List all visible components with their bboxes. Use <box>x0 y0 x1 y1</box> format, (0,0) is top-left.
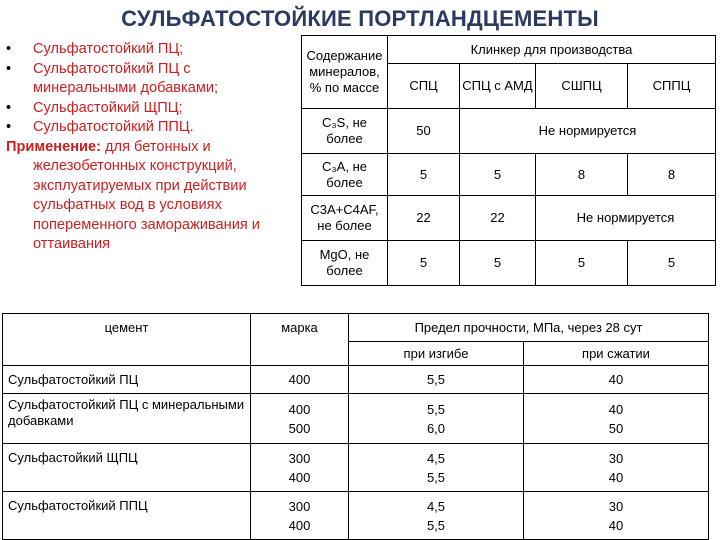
col-sppc: СППЦ <box>628 64 716 109</box>
list-item: • Сульфатостойкий ПЦ; <box>6 40 298 60</box>
bullet-icon: • <box>6 41 12 57</box>
table-row: С3А+С4AF, не более 22 22 Не нормируется <box>302 196 716 241</box>
header-mineral: Содержание минералов, % по массе <box>302 36 388 109</box>
col-spc: СПЦ <box>388 64 460 109</box>
list-item: • Сульфатостойкий ППЦ. <box>6 118 298 138</box>
list-item: • Сульфатостойкий ПЦ с минеральными добавками; <box>6 60 219 96</box>
header-clinker: Клинкер для производства <box>388 36 716 64</box>
bullet-icon: • <box>6 119 12 135</box>
list-item: • Сульфастойкий ЩПЦ; <box>6 99 298 119</box>
table-row: Сульфатостойкий ПЦ 400 5,5 40 <box>3 366 709 394</box>
table-row: С₃S, не более 50 Не нормируется <box>302 109 716 154</box>
page-title: СУЛЬФАТОСТОЙКИЕ ПОРТЛАНДЦЕМЕНТЫ <box>121 6 599 31</box>
table-row: Сульфатостойкий ППЦ 300 400 4,5 5,5 30 40 <box>3 492 709 540</box>
header-comp: при сжатии <box>524 342 709 366</box>
cement-types-list <box>6 40 298 255</box>
strength-table <box>2 313 709 540</box>
header-cement: цемент <box>3 314 251 366</box>
application-label: Применение: <box>6 138 101 155</box>
col-spc-amd: СПЦ с АМД <box>460 64 536 109</box>
table-row: Сульфастойкий ЩПЦ 300 400 4,5 5,5 30 40 <box>3 444 709 492</box>
bullet-icon: • <box>6 99 12 116</box>
table-row: MgO, не более 5 5 5 5 <box>302 241 716 286</box>
clinker-table <box>301 35 716 286</box>
header-strength: Предел прочности, МПа, через 28 сут <box>349 314 709 342</box>
header-grade: марка <box>251 314 349 366</box>
bullet-icon: • <box>6 60 12 77</box>
application-text: Применение: для бетонных и железобетонных конструкций, эксплуатируемых при действии сульфатных вод в условиях попеременного замораживания и оттаивания <box>6 138 260 252</box>
header-bend: при изгибе <box>349 342 524 366</box>
col-sshpc: СШПЦ <box>536 64 628 109</box>
table-row: С₃А, не более 5 5 8 8 <box>302 154 716 196</box>
table-row: Сульфатостойкий ПЦ с минеральными добавками 400 500 5,5 6,0 40 50 <box>3 394 709 444</box>
